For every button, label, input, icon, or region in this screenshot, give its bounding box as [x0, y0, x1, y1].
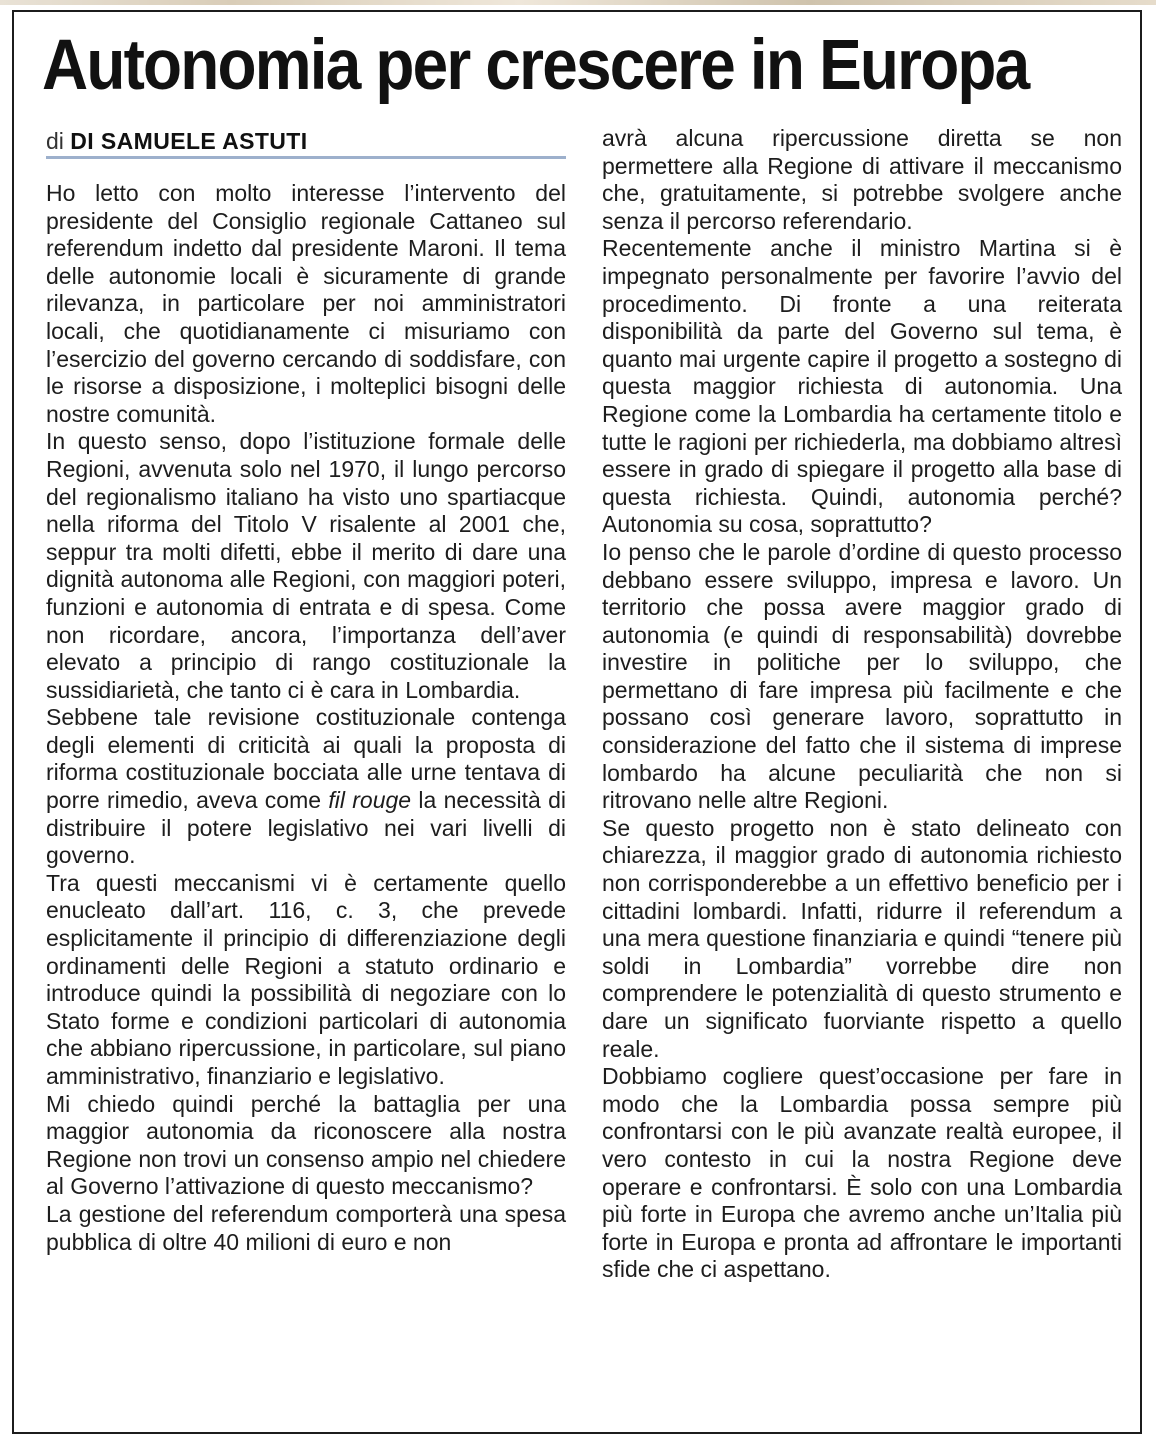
- paragraph-1: Ho letto con molto interesse l’intervento del presidente del Consiglio regionale Cattaneo sul referendum indetto dal presidente Maroni. Il tema delle autonomie locali è sicuramente di grande rilevanza, in particolare per noi amministratori locali, che quotidianamente ci misuriamo con l’esercizio del governo cercando di soddisfare, con le risorse a disposizione, i molteplici bisogni delle nostre comunità.: [46, 180, 566, 427]
- article-column-left: [46, 180, 566, 1256]
- byline-underline: [46, 156, 566, 159]
- paragraph-3-part-a: Sebbene tale revisione costituzionale contenga degli elementi di criticità ai quali la proposta di riforma costituzionale bocciata alle urne tentava di porre rimedio, aveva come: [46, 704, 566, 814]
- article-headline: Autonomia per crescere in Europa: [42, 26, 1029, 105]
- top-paper-strip: [0, 0, 1156, 5]
- paragraph-5: Mi chiedo quindi perché la battaglia per una maggior autonomia da riconoscere alla nostra Regione non trovi un consenso ampio nel chiedere al Governo l’attivazione di questo meccanismo?: [46, 1090, 566, 1200]
- paragraph-4: Tra questi meccanismi vi è certamente quello enucleato dall’art. 116, c. 3, che prevede esplicitamente il principio di differenziazione degli ordinamenti delle Regioni a statuto ordinario e introduce quindi la possibilità di negoziare con lo Stato forme e condizioni particolari di autonomia che abbiano ripercussione, in particolare, sul piano amministrativo, finanziario e legislativo.: [46, 869, 566, 1089]
- paragraph-2: In questo senso, dopo l’istituzione formale delle Regioni, avvenuta solo nel 1970, il lungo percorso del regionalismo italiano ha visto uno spartiacque nella riforma del Titolo V risalente al 2001 che, seppur tra molti difetti, ebbe il merito di dare una dignità autonoma alle Regioni, con maggiori poteri, funzioni e autonomia di entrata e di spesa. Come non ricordare, ancora, l’importanza dell’aver elevato a principio di rango costituzionale la sussidiarietà, che tanto ci è cara in Lombardia.: [46, 428, 566, 703]
- paragraph-6-end: avrà alcuna ripercussione diretta se non permettere alla Regione di attivare il meccanismo che, gratuitamente, si potrebbe svolgere anche senza il percorso referendario.: [602, 125, 1122, 234]
- paragraph-3-part-b: la necessità di distribuire il potere legislativo nei vari livelli di governo.: [46, 787, 567, 869]
- fil-rouge-italic: fil rouge: [328, 787, 412, 814]
- paragraph-7: Recentemente anche il ministro Martina si è impegnato personalmente per favorire l’avvio del procedimento. Di fronte a una reiterata disponibilità da parte del Governo sul tema, è quanto mai urgente capire il progetto a sostegno di questa maggior richiesta di autonomia. Una Regione come la Lombardia ha certamente titolo e tutte le ragioni per richiederla, ma dobbiamo altresì essere in grado di spiegare il progetto alla base di questa richiesta. Quindi, autonomia perché? Autonomia su cosa, soprattutto?: [602, 235, 1122, 538]
- paragraph-3: [46, 704, 566, 870]
- paragraph-9: Se questo progetto non è stato delineato con chiarezza, il maggior grado di autonomia richiesto non corrisponderebbe a un effettivo beneficio per i cittadini lombardi. Infatti, ridurre il referendum a una mera questione finanziaria e quindi “tenere più soldi in Lombardia” vorrebbe dire non comprendere le potenzialità di questo strumento e dare un significato fuorviante rispetto a quello reale.: [602, 814, 1122, 1062]
- paragraph-8: Io penso che le parole d’ordine di questo processo debbano essere sviluppo, impresa e lavoro. Un territorio che possa avere maggior grado di autonomia (e quindi di responsabilità) dovrebbe investire in politiche per lo sviluppo, che permettano di fare impresa più facilmente e che possano così generare lavoro, soprattutto in considerazione del fatto che il sistema di imprese lombardo ha alcune peculiarità che non si ritrovano nelle altre Regioni.: [602, 538, 1122, 814]
- article-column-right: [602, 125, 1122, 1284]
- paragraph-10: Dobbiamo cogliere quest’occasione per fare in modo che la Lombardia possa sempre più confrontarsi con le più avanzate realtà europee, il vero contesto in cui la nostra Regione deve operare e confrontarsi. È solo con una Lombardia più forte in Europa che avremo anche un’Italia più forte in Europa e pronta ad affrontare le importanti sfide che ci aspettano.: [602, 1063, 1122, 1283]
- paragraph-6-start: La gestione del referendum comporterà una spesa pubblica di oltre 40 milioni di euro e non: [46, 1200, 566, 1255]
- byline: [46, 126, 566, 160]
- byline-prefix: di: [46, 128, 64, 154]
- byline-author: DI SAMUELE ASTUTI: [70, 128, 308, 154]
